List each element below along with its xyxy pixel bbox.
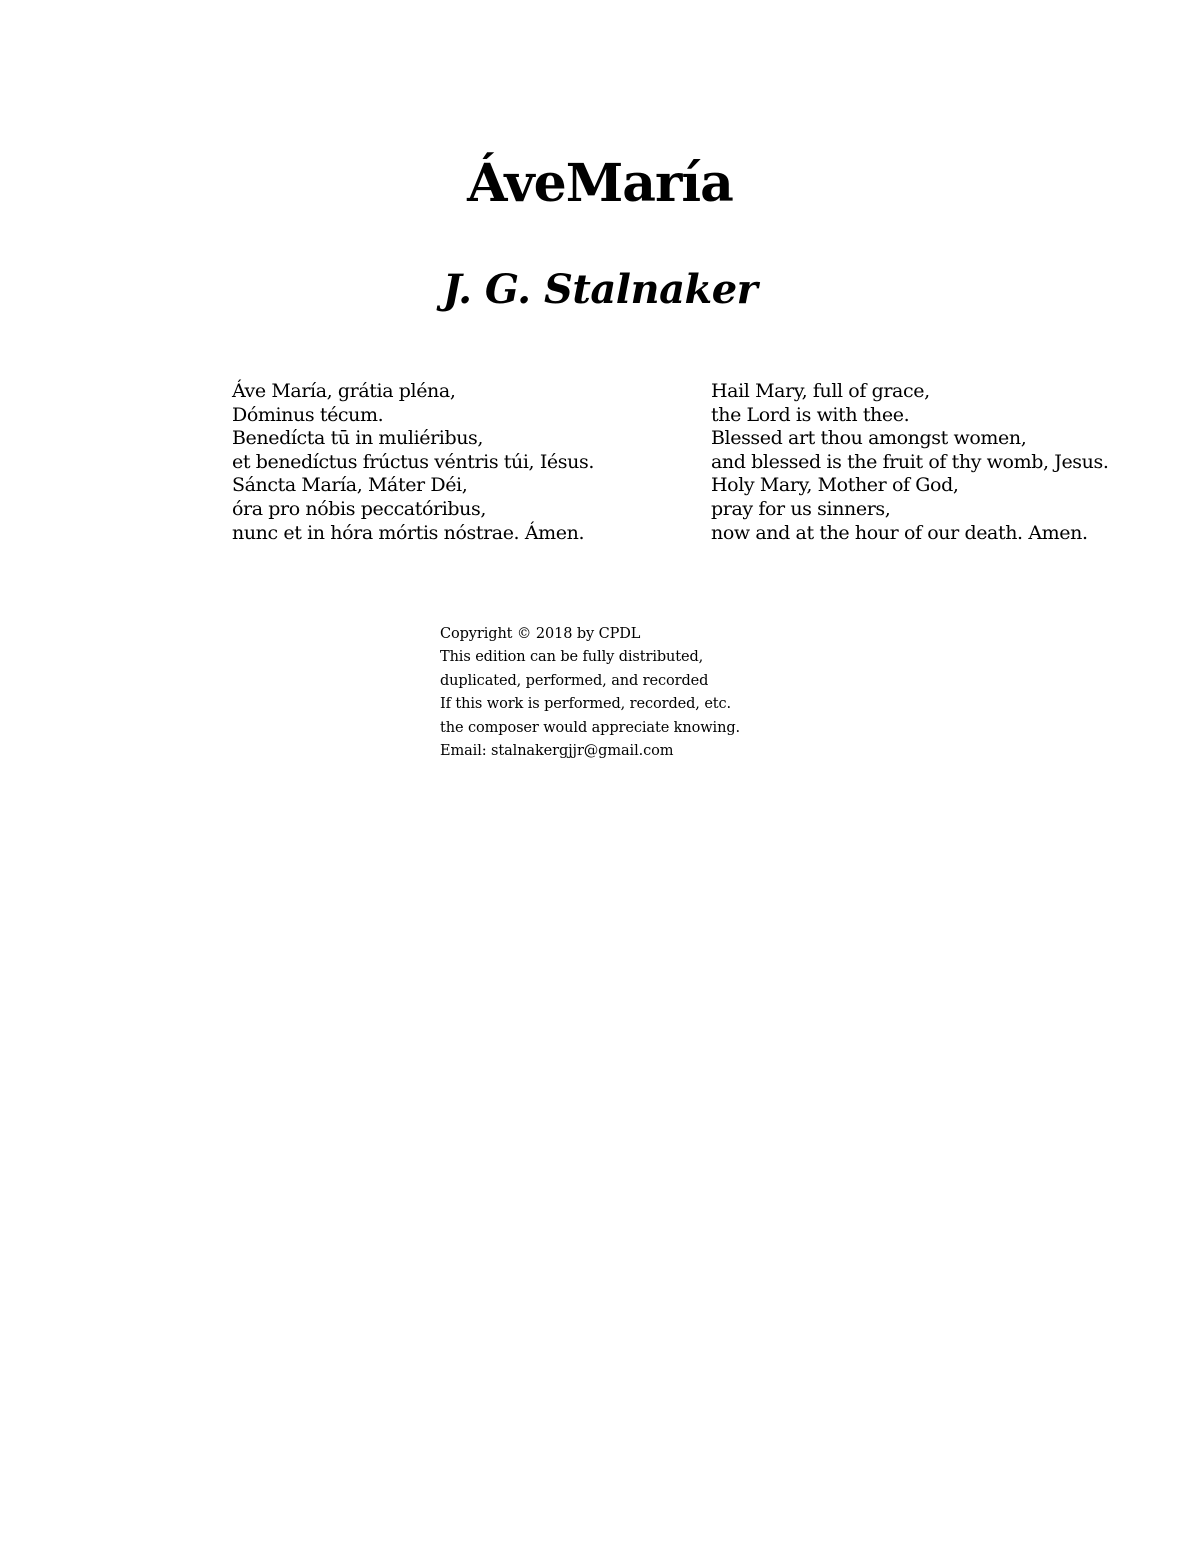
english-translation-block — [711, 380, 1108, 545]
copyright-line: duplicated, performed, and recorded — [440, 672, 709, 689]
english-line: now and at the hour of our death. Amen. — [711, 521, 1088, 544]
latin-line: óra pro nóbis peccatóribus, — [232, 497, 486, 520]
english-line: Holy Mary, Mother of God, — [711, 474, 959, 497]
english-line: Blessed art thou amongst women, — [711, 427, 1027, 450]
email-line: Email: stalnakergjjr@gmail.com — [440, 743, 674, 760]
composer-name: J. G. Stalnaker — [442, 266, 758, 313]
english-line: the Lord is with thee. — [711, 403, 910, 426]
latin-text-block — [232, 380, 594, 545]
copyright-notice — [440, 623, 740, 763]
copyright-line: If this work is performed, recorded, etc. — [440, 696, 732, 713]
latin-line: Áve María, grátia pléna, — [232, 380, 456, 402]
english-line: pray for us sinners, — [711, 497, 891, 520]
copyright-line: Copyright © 2018 by CPDL — [440, 626, 641, 642]
latin-line: nunc et in hóra mórtis nóstrae. Ámen. — [232, 521, 585, 544]
latin-line: Benedícta tū in muliéribus, — [232, 427, 484, 450]
copyright-line: This edition can be fully distributed, — [440, 649, 704, 666]
english-line: and blessed is the fruit of thy womb, Jesus. — [711, 450, 1109, 473]
latin-line: et benedíctus frúctus véntris túi, Iésus. — [232, 450, 594, 473]
page-title: ÁveMaría — [467, 153, 733, 214]
latin-line: Sáncta María, Máter Déi, — [232, 474, 468, 497]
english-line: Hail Mary, full of grace, — [711, 380, 930, 402]
latin-line: Dóminus técum. — [232, 403, 384, 426]
copyright-line: the composer would appreciate knowing. — [440, 719, 741, 736]
